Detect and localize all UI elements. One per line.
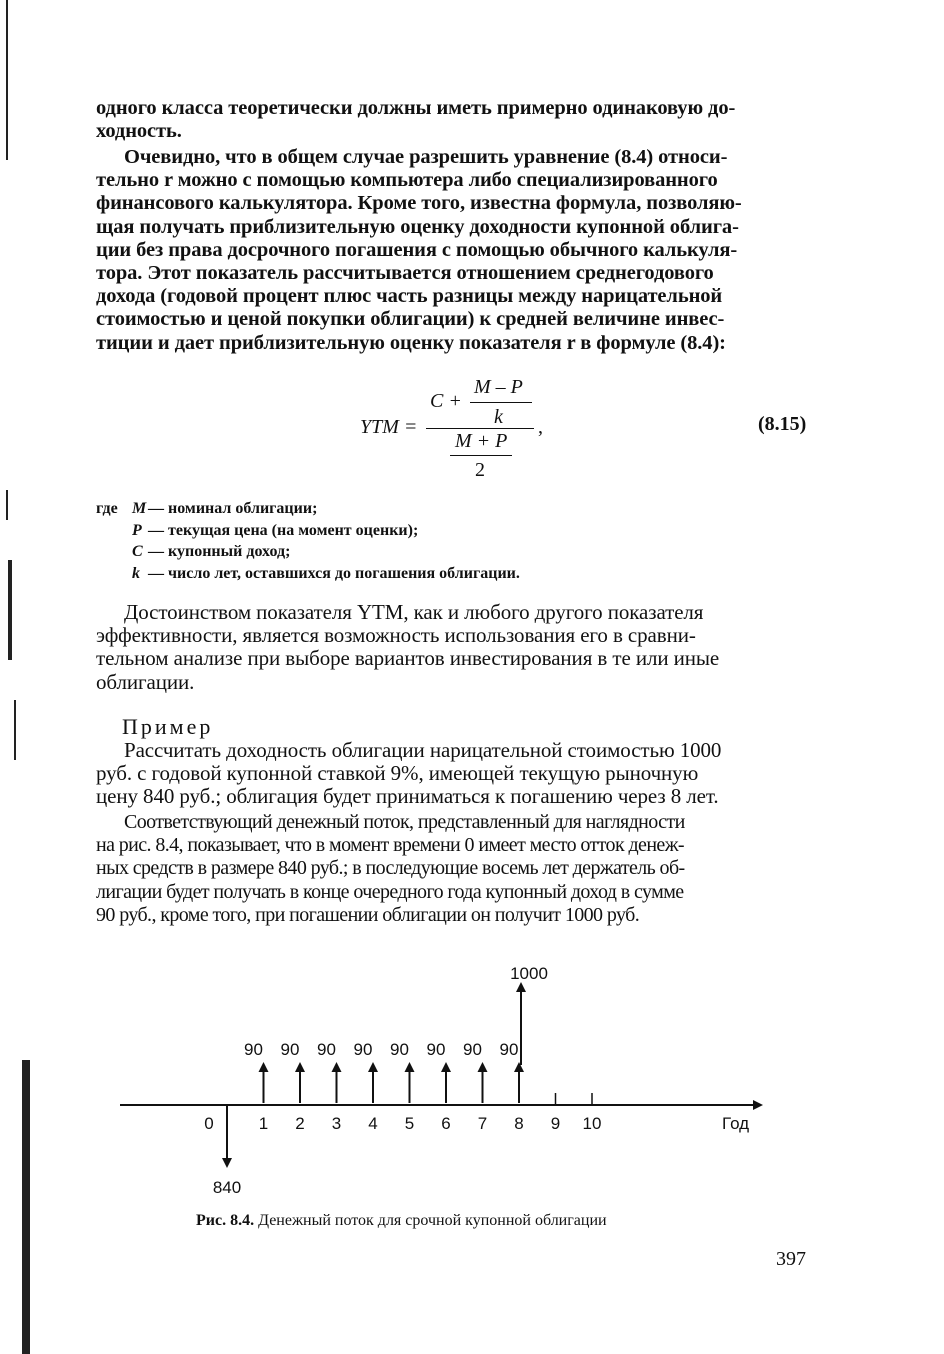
text-line: ции без права досрочного погашения с помощью обычного калькуля-	[96, 238, 738, 261]
formula-inner-denominator: k	[494, 406, 503, 428]
text-line: стоимостью и ценой покупки облигации) к средней величине инвес-	[96, 308, 725, 331]
text-line: ных средств в размере 840 руб.; в последующие восемь лет держатель об-	[96, 857, 685, 880]
tick-label: 0	[204, 1114, 214, 1133]
definition-text: — текущая цена (на момент оценки);	[148, 521, 419, 539]
definitions-list	[96, 498, 816, 584]
coupon-label: 90	[463, 1040, 482, 1059]
figure-caption-text: Денежный поток для срочной купонной облигации	[258, 1212, 607, 1229]
paragraph-4	[96, 739, 816, 809]
formula-comma: ,	[538, 416, 543, 438]
definition-text: — число лет, оставшихся до погашения облигации.	[148, 564, 520, 582]
tick-label: 4	[368, 1114, 378, 1133]
inner-fraction-line	[470, 402, 532, 403]
text-line: Соответствующий денежный поток, представленный для наглядности	[124, 811, 685, 833]
definition-row	[96, 541, 816, 563]
text-line: финансового калькулятора. Кроме того, известна формула, позволяю-	[96, 192, 742, 215]
figure-number: Рис. 8.4.	[196, 1212, 255, 1229]
cashflow-svg	[110, 955, 780, 1205]
definition-row	[96, 563, 816, 585]
definition-text: — купонный доход;	[148, 543, 291, 560]
definition-row	[96, 498, 816, 520]
definition-symbol: P	[132, 521, 142, 539]
text-line: лигации будет получать в конце очередного года купонный доход в сумме	[96, 880, 684, 903]
redemption-label: 1000	[510, 964, 548, 983]
cashflow-diagram	[110, 955, 780, 1205]
text-line: Достоинством показателя YTM, как и любого другого показателя	[124, 600, 704, 624]
tick-label: 9	[550, 1114, 561, 1133]
text-line: цену 840 руб.; облигация будет приниматься к погашению через 8 лет.	[96, 784, 719, 809]
scan-edge-bottom	[22, 1060, 30, 1354]
coupon-label: 90	[317, 1040, 336, 1059]
text-line: щая получать приблизительную оценку доходности купонной облига-	[96, 215, 739, 238]
axis-label: Год	[722, 1114, 750, 1133]
definition-text: — номинал облигации;	[148, 500, 318, 517]
paragraph-1	[96, 97, 816, 143]
coupon-label: 90	[499, 1040, 519, 1059]
tick-label: 3	[331, 1114, 342, 1133]
ytm-formula	[0, 372, 944, 487]
outflow-label: 840	[212, 1178, 242, 1197]
example-title: Пример	[122, 714, 214, 739]
text-line: тельном анализе при выборе вариантов инвестирования в те или иные	[96, 646, 720, 671]
scan-edge-top	[6, 0, 8, 160]
page-number: 397	[776, 1248, 806, 1270]
coupon-label: 90	[244, 1040, 263, 1059]
text-line: тиции и дает приблизительную оценку показателя r в формуле (8.4):	[96, 331, 726, 354]
text-line: тора. Этот показатель рассчитывается отношением среднегодового	[96, 262, 714, 285]
tick-label: 2	[295, 1114, 305, 1133]
scan-edge-lower	[14, 700, 16, 760]
coupon-label: 90	[390, 1040, 409, 1059]
text-line: одного класса теоретически должны иметь примерно одинаковую до-	[96, 97, 736, 119]
definition-symbol: M	[132, 500, 147, 517]
tick-label: 10	[582, 1114, 602, 1133]
formula-c-plus: C +	[430, 390, 462, 412]
text-line: эффективности, является возможность использования его в сравни-	[96, 623, 696, 648]
formula-denominator-bottom: 2	[475, 459, 485, 481]
tick-label: 7	[477, 1114, 488, 1133]
text-line: Очевидно, что в общем случае разрешить уравнение (8.4) относи-	[124, 146, 728, 168]
text-line: Рассчитать доходность облигации нарицательной стоимостью 1000	[124, 738, 722, 762]
scan-edge-mid	[6, 490, 8, 520]
coupon-label: 90	[353, 1040, 373, 1059]
text-line: руб. с годовой купонной ставкой 9%, имеющей текущую рыночную	[96, 761, 699, 786]
coupon-label: 90	[426, 1040, 446, 1059]
coupon-label: 90	[280, 1040, 300, 1059]
text-line: тельно r можно с помощью компьютера либо специализированного	[96, 169, 718, 192]
formula-lhs: YTM =	[360, 416, 418, 438]
formula-denominator-top: M + P	[455, 430, 508, 452]
tick-label: 8	[514, 1114, 524, 1133]
where-word: где	[96, 500, 118, 517]
definition-symbol: C	[132, 543, 143, 560]
text-line: ходность.	[96, 120, 182, 143]
text-line: на рис. 8.4, показывает, что в момент времени 0 имеет место отток денеж-	[96, 834, 684, 857]
formula-inner-numerator: M – P	[474, 376, 523, 398]
denominator-fraction-line	[450, 455, 512, 456]
equation-number: (8.15)	[758, 413, 807, 435]
text-line: 90 руб., кроме того, при погашении облигации он получит 1000 руб.	[96, 903, 640, 926]
tick-label: 5	[404, 1114, 415, 1133]
paragraph-3	[96, 601, 816, 694]
figure-caption	[196, 1212, 607, 1230]
tick-label: 6	[441, 1114, 451, 1133]
paragraph-5	[96, 811, 816, 927]
tick-label: 1	[258, 1114, 269, 1133]
definition-row	[96, 520, 816, 542]
scan-edge-mark	[8, 560, 12, 660]
definition-symbol: k	[132, 564, 140, 582]
text-line: дохода (годовой процент плюс часть разницы между нарицательной	[96, 285, 723, 308]
paragraph-2	[96, 146, 816, 355]
text-line: облигации.	[96, 669, 195, 694]
